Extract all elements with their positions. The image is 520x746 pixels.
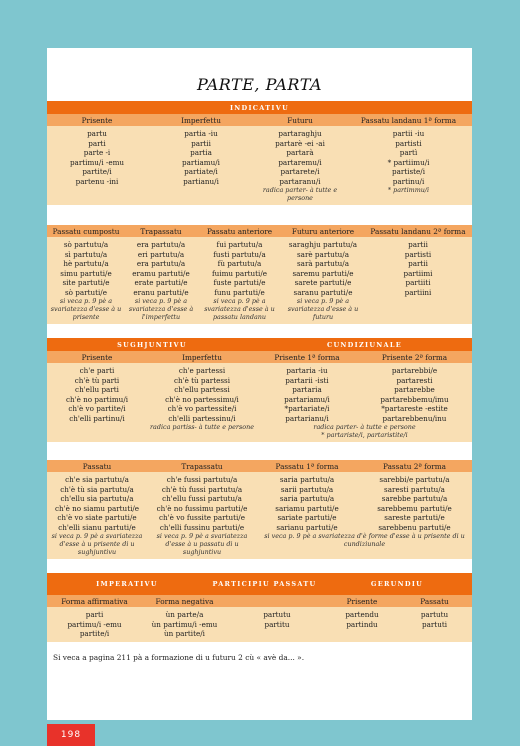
cell: ch'è tù fussi partutu/a	[161, 484, 243, 494]
indicativu-columns	[47, 114, 472, 126]
cell: partutu	[263, 610, 291, 619]
cell: partendu	[345, 610, 379, 619]
sughjuntivu-header: SUGHJUNTIVU	[117, 340, 187, 349]
cell: partite/i	[82, 167, 112, 176]
col-passatu-landanu-1: Passatu landanu 1ª forma	[360, 115, 457, 125]
cell: fuste partuti/e	[213, 278, 266, 287]
cell: site partuti/e	[62, 278, 110, 287]
cell: fù partutu/a	[217, 259, 262, 268]
cell: partiiti	[405, 278, 431, 287]
cell: sarebbemu partuti/e	[377, 503, 452, 513]
cell: partii -iu	[392, 129, 425, 138]
cell: era partutu/a	[136, 259, 186, 268]
cell: partarà	[286, 148, 314, 157]
cell: eramu partuti/e	[132, 268, 190, 278]
cell: ch'e partessi	[178, 366, 226, 375]
cell: partarebbenu/inu	[382, 413, 447, 423]
composti-notes	[47, 297, 472, 324]
col-futuru-anteriore: Futuru anteriore	[291, 226, 355, 236]
cell: partarè -ei -ai	[275, 138, 325, 148]
page-title: PARTE, PARTA	[196, 75, 323, 94]
cell: saria partutu/a	[279, 494, 335, 503]
cell: partii	[191, 138, 211, 148]
cell: partarebbemu/imu	[380, 394, 449, 404]
cell: sarete partuti/e	[294, 278, 352, 287]
table-row	[47, 158, 472, 168]
col-passatu-landanu-2: Passatu landanu 2ª forma	[370, 226, 466, 236]
cell: eri partutu/a	[137, 249, 185, 259]
gerundiu-header: GERUNDIU	[370, 580, 424, 588]
table-row	[47, 385, 472, 395]
cell: ch'è no partimu/i	[65, 394, 129, 404]
cell: partenu -ini	[75, 176, 119, 186]
table-row	[47, 278, 472, 288]
cell: partutu	[420, 610, 449, 619]
cell: parti	[88, 138, 106, 148]
sughjuntivu-table	[47, 338, 472, 442]
note-cundiziunale	[257, 423, 472, 439]
table-row	[47, 504, 472, 514]
cell: partuti	[421, 619, 448, 629]
cell: partia -iu	[184, 129, 218, 138]
table-row	[47, 250, 472, 260]
cell: sarà partutu/a	[296, 259, 350, 268]
note-futuru: radica parter- à tutte e persone	[262, 186, 338, 202]
col-imperfettu: Imperfettu	[182, 352, 222, 362]
note: radica partiss- à tutte e persone	[150, 423, 254, 431]
col-prisente: Prisente	[81, 352, 113, 362]
cell: partaresti	[396, 375, 433, 385]
cell: partimu/i -emu	[69, 157, 125, 167]
cell: sarianu partuti/e	[276, 522, 338, 532]
cell: hè partutu/a	[63, 259, 109, 268]
imperativu-header-bar	[47, 573, 472, 595]
cell: saremu partuti/e	[292, 268, 354, 278]
cell: ch'è tù partessi	[173, 375, 231, 385]
table-row	[47, 177, 472, 187]
imperativu-header: IMPERATIVU	[96, 580, 158, 588]
cell: parte -i	[83, 148, 111, 157]
cell: partaraghju	[278, 129, 322, 138]
table-row	[47, 259, 472, 269]
table-row	[47, 240, 472, 250]
table-row	[47, 414, 472, 424]
table-row	[47, 148, 472, 158]
sughjuntivu-header-bar	[47, 338, 472, 351]
note: radica parter- à tutte e persone	[313, 423, 416, 431]
table-row	[47, 366, 472, 376]
table-row	[47, 269, 472, 279]
cell: *partariate/i	[284, 404, 330, 413]
note: si veca p. 9 pè a svariatezza d'esse à u futuru	[287, 297, 359, 321]
cell: partiini	[404, 287, 432, 297]
table-row	[47, 485, 472, 495]
col-prisente-1: Prisente 1ª forma	[274, 352, 340, 362]
cell: ch'è vo fussite partuti/e	[159, 513, 245, 522]
table-row	[47, 513, 472, 523]
col-passatu-1: Passatu 1ª forma	[275, 461, 339, 471]
composti-columns	[47, 225, 472, 237]
cell: partì	[399, 148, 418, 157]
col-prisente: Prisente	[81, 115, 113, 125]
table-row	[47, 288, 472, 298]
cell: * partiimu/i	[387, 157, 430, 167]
cell: ùn partimu/i -emu	[151, 619, 218, 629]
cell: partindu	[346, 619, 378, 629]
cell: ch'ellu partessi	[174, 385, 230, 394]
note: si veca p. 9 pè a svariatezza d'esse à l'imperfettu	[128, 297, 194, 321]
cell: sarebbi/e partutu/a	[379, 475, 450, 484]
cell: saraghju partutu/a	[288, 240, 358, 249]
cell: ch'è tù parti	[74, 375, 120, 385]
table-row	[47, 139, 472, 149]
cell: ch'è tù sia partutu/a	[60, 484, 134, 494]
cell: ch'e parti	[79, 366, 115, 375]
cell: ùn partite/i	[164, 629, 205, 638]
col-futuru: Futuru	[287, 115, 313, 125]
cell: sariamu partuti/e	[275, 503, 339, 513]
participiu-header: PARTICIPIU PASSATU	[212, 579, 317, 588]
cell: ch'è vo partessite/i	[167, 404, 237, 413]
cell: ch'elli sianu partuti/e	[58, 522, 136, 532]
col-passatu-anteriore: Passatu anteriore	[206, 226, 273, 236]
cell: erate partuti/e	[134, 278, 188, 287]
cell: sarii partutu/a	[280, 484, 334, 494]
note: * partariste/i, partaristite/i	[321, 431, 408, 439]
cell: partite/i	[79, 629, 110, 638]
table-row	[47, 376, 472, 386]
cell: partia	[190, 148, 212, 157]
page-number: 198	[47, 724, 95, 746]
cell: partimu/i -emu	[67, 619, 122, 629]
cell: partiimi	[403, 268, 433, 278]
cell: fusti partutu/a	[213, 249, 266, 259]
cell: ch'è no siamu partuti/e	[54, 503, 140, 513]
table-row	[47, 404, 472, 414]
col-passatu: Passatu	[82, 461, 112, 471]
cell: partarianu/i	[285, 413, 329, 423]
note: si veca p. 9 pè a svariatezza d'esse à u passatu di u sughjuntivu	[156, 532, 248, 556]
cell: partisti	[395, 138, 422, 148]
col-imperfettu: Imperfettu	[181, 115, 221, 125]
cell: partarete/i	[280, 167, 320, 176]
note: si veca p. 9 pè a svariatezza d'esse à u passatu landanu	[204, 297, 275, 321]
col-passatu-cumpostu: Passatu cumpostu	[52, 226, 120, 236]
cell: ch'è vo siate partuti/e	[57, 513, 137, 522]
footer-note: Si veca a pagina 211 pà a formazione di u futuru 2 cù « avè da... ».	[53, 653, 305, 662]
imperativu-columns	[47, 595, 472, 607]
cell: era partutu/a	[136, 240, 186, 249]
cell: partaria -iu	[286, 366, 328, 375]
cell: simu partuti/e	[60, 268, 112, 278]
cell: partiste/i	[391, 167, 426, 176]
note-passatu: * partimmu/i	[387, 186, 430, 194]
cell: fui partutu/a	[216, 240, 263, 249]
sughjuntivu-notes	[47, 423, 472, 442]
cell: partarebbi/e	[391, 366, 438, 375]
cell: fuimu partuti/e	[211, 268, 268, 278]
imperativu-table	[47, 573, 472, 642]
cell: partaria	[292, 385, 322, 394]
table-row	[47, 610, 472, 620]
cell: ch'ellu fussi partutu/a	[162, 494, 242, 503]
cell: ch'elli partessinu/i	[168, 413, 236, 423]
sughjuntivu-columns	[47, 351, 472, 363]
cell: partaremu/i	[278, 157, 322, 167]
cell: ch'elli partinu/i	[69, 413, 125, 423]
cell: sò partuti/e	[64, 287, 107, 297]
cell: partinu/i	[392, 176, 425, 186]
cell: ch'e fussi partutu/a	[166, 475, 238, 484]
col-gerundiu-passatu: Passatu	[420, 596, 449, 606]
cell: partarii -isti	[285, 375, 329, 385]
table-row	[47, 629, 472, 639]
sughj-composti-notes	[47, 532, 472, 559]
cell: partaranu/i	[279, 176, 321, 186]
note: si veca p. 9 pè a svariatezza d'è forme d'esse à u prisente di u cundiziunale	[264, 532, 465, 548]
cell: partu	[87, 129, 107, 138]
cell: ch'è no fussimu partuti/e	[156, 503, 248, 513]
col-passatu-2: Passatu 2ª forma	[382, 461, 446, 471]
note: si veca p. 9 pè a svariatezza d'esse à u prisente	[50, 297, 122, 321]
composti-table	[47, 225, 472, 324]
col-gerundiu-prisente: Prisente	[346, 596, 378, 606]
table-row	[47, 395, 472, 405]
indicativu-header: INDICATIVU	[47, 101, 472, 114]
sughj-composti-table	[47, 460, 472, 559]
cell: sarebbe partutu/a	[381, 494, 448, 503]
cell: sariate partuti/e	[277, 513, 337, 522]
indicativu-notes	[47, 186, 472, 205]
cell: eranu partuti/e	[133, 287, 189, 297]
cell: ch'è no partessimu/i	[165, 394, 239, 404]
col-forma-negativa: Forma negativa	[155, 596, 214, 606]
cell: parti	[85, 610, 104, 619]
table-row	[47, 167, 472, 177]
col-forma-affirmativa: Forma affirmativa	[61, 596, 128, 606]
cell: partarebbe	[394, 385, 435, 394]
note: si veca p. 9 pè a svariatezza d'esse à u prisente di u sughjuntivu	[51, 532, 143, 556]
cell: saria partutu/a	[279, 475, 335, 484]
cell: funu partuti/e	[214, 287, 265, 297]
cell: ch'e sia partutu/a	[65, 475, 129, 484]
cell: partiamu/i	[182, 157, 220, 167]
table-row	[47, 475, 472, 485]
cell: sarebbenu partuti/e	[378, 522, 451, 532]
col-prisente-2: Prisente 2ª forma	[381, 352, 448, 362]
cell: partiate/i	[184, 167, 218, 176]
cell: sò partutu/a	[63, 240, 109, 249]
cell: ch'ellu sia partutu/a	[60, 494, 134, 503]
col-trapassatu: Trapassatu	[181, 461, 223, 471]
cell: *partareste -estite	[381, 404, 448, 413]
cell: sarè partutu/a	[296, 249, 349, 259]
cell: sareste partuti/e	[384, 513, 445, 522]
cell: partii	[408, 259, 428, 268]
table-row	[47, 494, 472, 504]
cundiziunale-header: CUNDIZIUNALE	[326, 340, 403, 349]
cell: partii	[408, 240, 428, 249]
col-trapassatu: Trapassatu	[140, 226, 182, 236]
cell: saranu partuti/e	[293, 287, 353, 297]
cell: ùn parte/a	[165, 610, 204, 619]
sughj-composti-columns	[47, 460, 472, 472]
cell: partitu	[264, 619, 290, 629]
cell: ch'elli fussinu partuti/e	[159, 522, 245, 532]
table-row	[47, 523, 472, 533]
cell: partianu/i	[183, 176, 219, 186]
cell: saresti partutu/a	[384, 484, 445, 494]
cell: sì partutu/a	[64, 249, 108, 259]
page	[47, 48, 472, 740]
cell: ch'è vo partite/i	[68, 404, 126, 413]
table-row	[47, 129, 472, 139]
cell: partisti	[404, 249, 432, 259]
indicativu-table	[47, 101, 472, 205]
table-row	[47, 620, 472, 630]
cell: ch'ellu parti	[75, 385, 119, 394]
cell: partariamu/i	[284, 394, 330, 404]
